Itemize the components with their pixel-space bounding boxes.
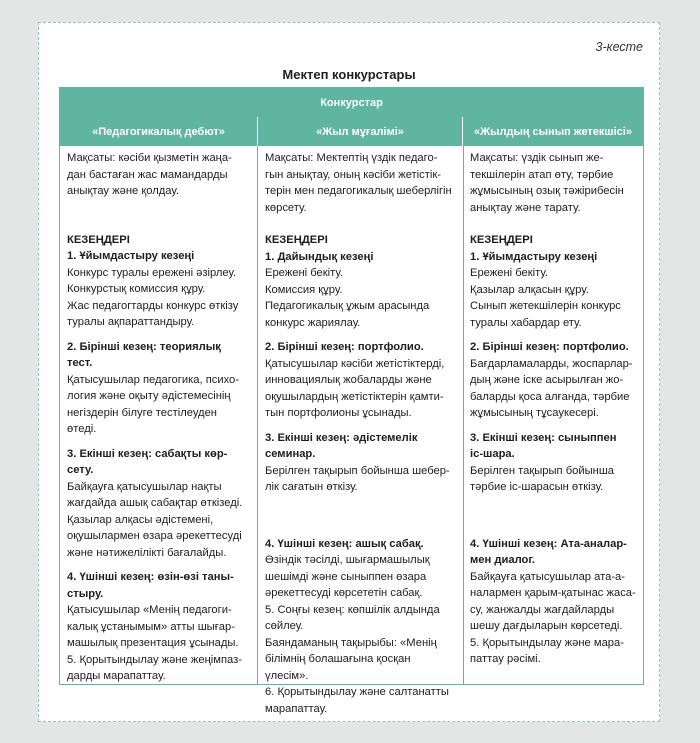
stage-text: Өзіндік тәсілді, шығармашылық <box>265 554 430 566</box>
stage-text: үлесім». <box>265 669 309 682</box>
goal-text: Мақсаты: кәсіби қызметін жаңа- <box>67 152 232 164</box>
stage-text: оқушылардың жетістіктерін қамти- <box>265 390 444 403</box>
column-header-teacher-of-year: «Жыл мұғалімі» <box>258 117 463 146</box>
stage-text: паттау рәсімі. <box>470 653 541 665</box>
stage-title: стыру. <box>67 587 104 600</box>
stage-text: жұмысының тұсаукесері. <box>470 407 599 419</box>
stage-title: мен диалог. <box>470 554 536 566</box>
stage-title: 3. Екінші кезең: сыныппен <box>470 431 617 444</box>
stage-text: лік сағатын өткізу. <box>265 481 358 493</box>
stage-text: шешімді және сыныппен өзара <box>265 570 427 583</box>
stage-text: инновациялық жобаларды және <box>265 374 432 386</box>
stage-text: 5. Қорытындылау және жеңімпаз- <box>67 653 242 666</box>
column-divider <box>257 146 258 684</box>
stage-title: 2. Бірінші кезең: теориялық <box>67 340 221 353</box>
goal-text: терін мен педагогикалық шеберлігін <box>265 185 452 197</box>
stage-title: семинар. <box>265 448 316 460</box>
stage-text: Берілген тақырып бойынша шебер- <box>265 464 450 477</box>
stage-text: әрекеттесуді көрсететін сабақ. <box>265 587 423 599</box>
stage-title: 2. Бірінші кезең: портфолио. <box>265 341 424 353</box>
stage-text: дың және іске асырылған жо- <box>470 374 624 386</box>
goal-text: Мақсаты: үздік сынып же- <box>470 152 604 164</box>
stage-text: баларды қоса алғанда, тәрбие <box>470 390 630 403</box>
stage-text: Қазылар алқасы әдістемені, <box>67 513 214 526</box>
stage-text: дарды марапаттау. <box>67 670 166 682</box>
stage-text: Байқауға қатысушылар ата-а- <box>470 570 625 583</box>
stage-text: Конкурстық комиссия құру. <box>67 283 206 295</box>
stage-text: туралы ақпараттандыру. <box>67 316 195 328</box>
table-caption: 3-кесте <box>595 40 643 54</box>
goal-text: Мақсаты: Мектептің үздік педаго- <box>265 152 438 164</box>
stage-title: 1. Ұйымдастыру кезеңі <box>470 250 598 263</box>
stage-text: туралы хабардар ету. <box>470 316 582 329</box>
stage-title: 4. Үшінші кезең: ашық сабақ. <box>265 537 424 550</box>
stage-text: Конкурс туралы ережені әзірлеу. <box>67 266 237 279</box>
page <box>38 22 660 722</box>
stage-text: конкурс жариялау. <box>265 316 361 329</box>
stage-text: 6. Қорытындылау және салтанатты <box>265 686 449 698</box>
stages-heading: КЕЗЕҢДЕРІ <box>67 233 130 246</box>
stage-text: негіздерін білуге тестілеуден <box>67 406 217 419</box>
table-title: Мектеп конкурстары <box>282 67 416 82</box>
stage-title: 3. Екінші кезең: әдістемелік <box>265 431 418 444</box>
goal-text: көрсету. <box>265 201 307 214</box>
column-pedagogical-debut <box>67 150 255 685</box>
stage-text: Қатысушылар «Менің педагоги- <box>67 604 232 616</box>
stage-text: оқушылармен өзара әрекеттесуді <box>67 530 242 542</box>
stage-text: Комиссия құру. <box>265 283 343 296</box>
stage-text: Педагогикалық ұжым арасында <box>265 300 430 312</box>
stage-text: Ережені бекіту. <box>265 267 343 279</box>
goal-text: анықтау және тарату. <box>470 201 581 214</box>
stage-text: налармен қарым-қатынас жаса- <box>470 587 636 599</box>
stage-text: жағдайда ашық сабақтар өткізеді. <box>67 497 243 509</box>
stage-title: тест. <box>67 357 93 369</box>
stage-text: калық ұстанымым» атты шығар- <box>67 620 235 633</box>
stage-text: Қатысушылар педагогика, психо- <box>67 373 240 386</box>
stages-heading: КЕЗЕҢДЕРІ <box>265 234 328 246</box>
stage-text: логия және оқыту әдістемесінің <box>67 390 231 402</box>
stage-text: Ережені бекіту. <box>470 267 548 279</box>
column-header-class-teacher-of-year: «Жылдың сынып жетекшісі» <box>474 125 632 138</box>
stage-text: Баяндаманың тақырыбы: «Менің <box>265 636 437 649</box>
stage-text: машылық презентация ұсынады. <box>67 637 239 649</box>
stage-text: сөйлеу. <box>265 620 304 632</box>
stage-text: 5. Қорытындылау және мара- <box>470 636 624 649</box>
goal-text: текшілерін атап өту, тәрбие <box>470 168 614 181</box>
stage-title: 4. Үшінші кезең: өзін-өзі таны- <box>67 571 234 583</box>
stage-text: тәрбие іс-шарасын өткізу. <box>470 481 604 493</box>
contests-table <box>59 87 644 715</box>
stage-text: Сынып жетекшілерін конкурс <box>470 300 621 312</box>
stage-text: тын портфолионы ұсынады. <box>265 407 412 419</box>
stage-text: марапаттау. <box>265 702 328 715</box>
stage-title: іс-шара. <box>470 448 515 460</box>
stage-text: білімнің болашағына қосқан <box>265 653 411 665</box>
goal-text: дан бастаған жас мамандарды <box>67 168 228 181</box>
column-class-teacher-of-year <box>470 150 642 668</box>
stage-text: Қазылар алқасын құру. <box>470 283 589 296</box>
stage-text: 5. Соңғы кезең: көпшілік алдында <box>265 603 440 616</box>
column-headers <box>60 117 643 146</box>
column-teacher-of-year <box>265 150 460 717</box>
stage-title: сету. <box>67 464 94 476</box>
stage-title: 3. Екінші кезең: сабақты көр- <box>67 447 228 460</box>
column-divider <box>463 146 464 684</box>
stage-title: 4. Үшінші кезең: Ата-аналар- <box>470 537 627 550</box>
stage-text: өтеді. <box>67 423 97 435</box>
stage-text: Берілген тақырып бойынша <box>470 464 615 477</box>
stage-text: шешу дағдыларын көрсетеді. <box>470 620 623 632</box>
table-band-header: Конкурстар <box>60 88 643 118</box>
stage-text: Жас педагогтарды конкурс өткізу <box>67 299 239 312</box>
goal-text: анықтау және қолдау. <box>67 185 179 197</box>
stage-text: су, жанжалды жағдайларды <box>470 603 615 616</box>
stage-title: 1. Ұйымдастыру кезеңі <box>67 250 195 262</box>
stage-title: 1. Дайындық кезеңі <box>265 250 374 263</box>
column-header-pedagogical-debut: «Педагогикалық дебют» <box>60 117 258 146</box>
stage-text: Қатысушылар кәсіби жетістіктерді, <box>265 357 445 370</box>
stages-heading: КЕЗЕҢДЕРІ <box>470 234 533 246</box>
goal-text: жұмысының озық тәжірибесін <box>470 185 624 197</box>
stage-text: Бағдарламаларды, жоспарлар- <box>470 357 633 370</box>
stage-text: және нәтижелілікті бағалайды. <box>67 546 227 559</box>
goal-text: гын анықтау, оның кәсіби жетістік- <box>265 168 441 181</box>
stage-title: 2. Бірінші кезең: портфолио. <box>470 341 629 353</box>
stage-text: Байқауға қатысушылар нақты <box>67 480 222 493</box>
